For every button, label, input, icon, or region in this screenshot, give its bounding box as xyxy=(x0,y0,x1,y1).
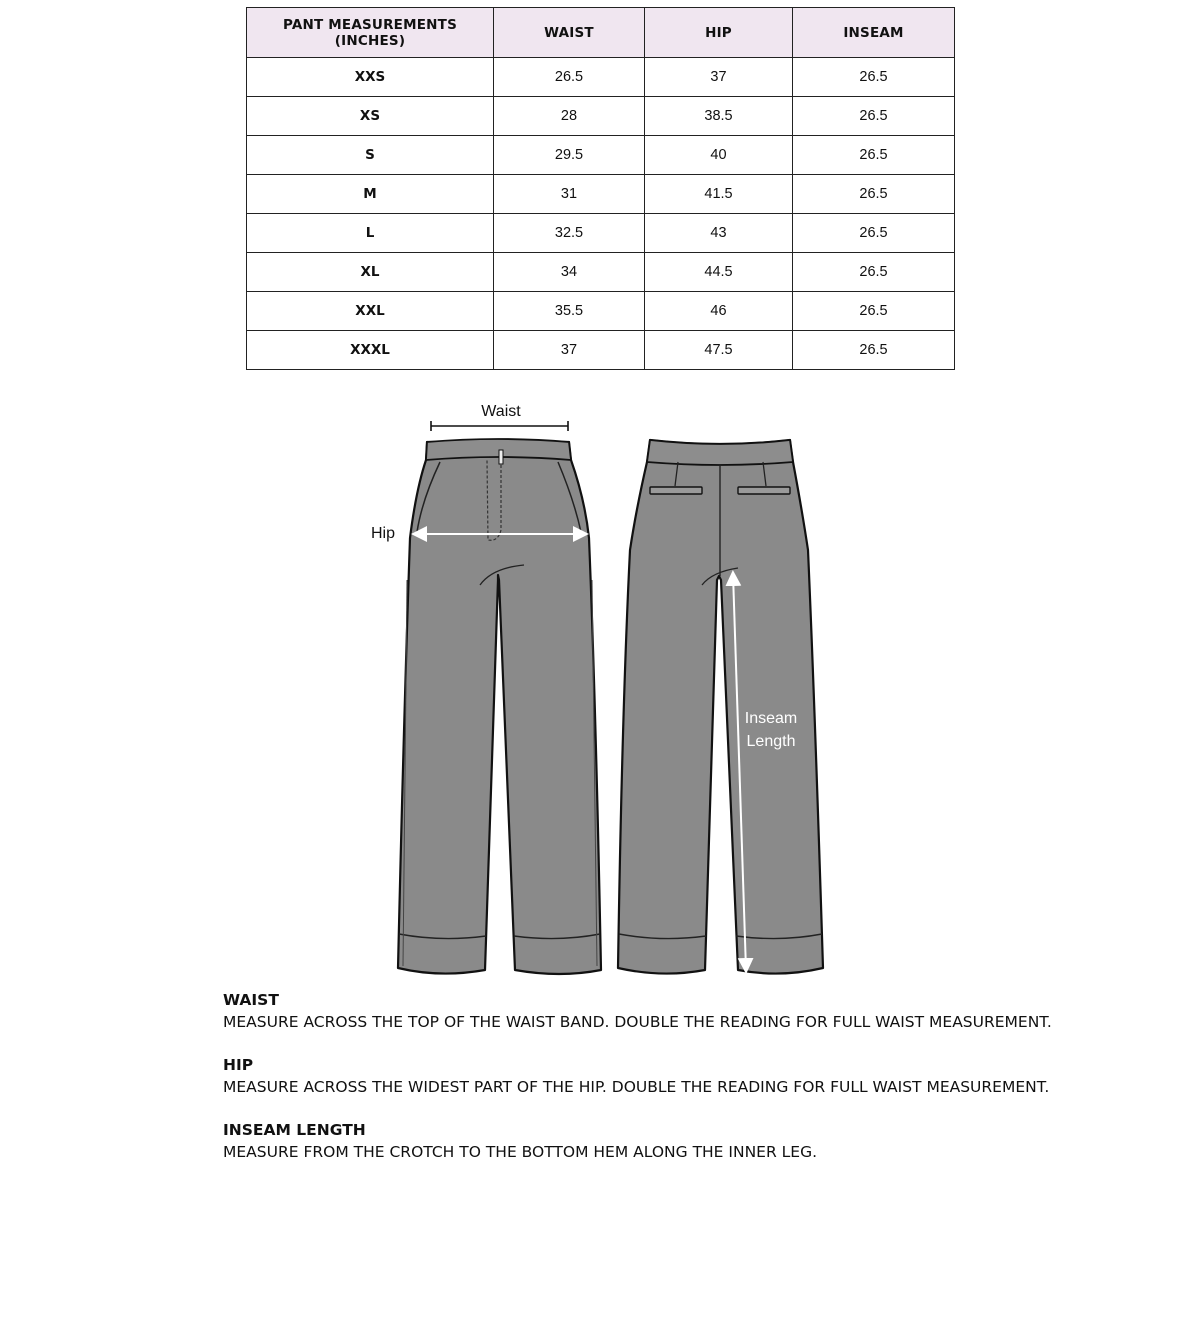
front-pants-illustration xyxy=(398,439,601,974)
hip-cell: 47.5 xyxy=(645,331,793,370)
inseam-cell: 26.5 xyxy=(793,253,955,292)
inseam-cell: 26.5 xyxy=(793,58,955,97)
waist-instruction xyxy=(223,990,1163,1033)
inseam-cell: 26.5 xyxy=(793,175,955,214)
table-row xyxy=(247,331,955,370)
waist-cell: 29.5 xyxy=(494,136,645,175)
header-inseam: INSEAM xyxy=(793,8,955,58)
inseam-cell: 26.5 xyxy=(793,97,955,136)
inseam-instruction xyxy=(223,1120,1163,1163)
table-row xyxy=(247,292,955,331)
inseam-cell: 26.5 xyxy=(793,292,955,331)
back-right-pocket xyxy=(738,487,790,494)
front-pants-body xyxy=(398,442,601,974)
size-cell: XL xyxy=(247,253,494,292)
size-cell: XXXL xyxy=(247,331,494,370)
instruction-title: HIP xyxy=(223,1056,254,1074)
table-row xyxy=(247,175,955,214)
size-cell: L xyxy=(247,214,494,253)
hip-cell: 40 xyxy=(645,136,793,175)
back-waistband xyxy=(647,440,793,465)
inseam-label-line2: Length xyxy=(746,733,796,750)
waist-cell: 34 xyxy=(494,253,645,292)
waist-cell: 32.5 xyxy=(494,214,645,253)
hip-cell: 37 xyxy=(645,58,793,97)
table-row xyxy=(247,253,955,292)
size-chart-table xyxy=(246,7,955,370)
hip-cell: 44.5 xyxy=(645,253,793,292)
table-row xyxy=(247,214,955,253)
size-cell: XXL xyxy=(247,292,494,331)
hip-cell: 38.5 xyxy=(645,97,793,136)
size-cell: XS xyxy=(247,97,494,136)
inseam-cell: 26.5 xyxy=(793,214,955,253)
table-row xyxy=(247,136,955,175)
waist-cell: 35.5 xyxy=(494,292,645,331)
instruction-text: MEASURE FROM THE CROTCH TO THE BOTTOM HEM ALONG THE INNER LEG. xyxy=(223,1143,818,1161)
table-row xyxy=(247,97,955,136)
size-cell: XXS xyxy=(247,58,494,97)
instruction-text: MEASURE ACROSS THE WIDEST PART OF THE HIP. DOUBLE THE READING FOR FULL WAIST MEASUREMENT. xyxy=(223,1078,1050,1096)
measurement-instructions xyxy=(223,990,1163,1185)
hip-instruction xyxy=(223,1055,1163,1098)
hip-cell: 46 xyxy=(645,292,793,331)
back-left-pocket xyxy=(650,487,702,494)
waist-cell: 28 xyxy=(494,97,645,136)
inseam-cell: 26.5 xyxy=(793,136,955,175)
waist-cell: 31 xyxy=(494,175,645,214)
waist-label: Waist xyxy=(481,403,521,420)
hip-label: Hip xyxy=(371,525,396,542)
header-hip: HIP xyxy=(645,8,793,58)
size-cell: S xyxy=(247,136,494,175)
inseam-cell: 26.5 xyxy=(793,331,955,370)
instruction-title: WAIST xyxy=(223,991,279,1009)
back-pants-illustration xyxy=(618,440,823,974)
pants-measurement-diagram xyxy=(360,380,840,1000)
header-pant-measurements: PANT MEASUREMENTS (INCHES) xyxy=(247,8,494,58)
hip-cell: 41.5 xyxy=(645,175,793,214)
waist-measurement-bar xyxy=(431,421,568,431)
waist-cell: 37 xyxy=(494,331,645,370)
inseam-label-line1: Inseam xyxy=(744,710,798,727)
size-cell: M xyxy=(247,175,494,214)
front-button xyxy=(499,450,503,464)
hip-cell: 43 xyxy=(645,214,793,253)
table-header-row xyxy=(247,8,955,58)
header-waist: WAIST xyxy=(494,8,645,58)
table-row xyxy=(247,58,955,97)
waist-cell: 26.5 xyxy=(494,58,645,97)
instruction-title: INSEAM LENGTH xyxy=(223,1121,366,1139)
instruction-text: MEASURE ACROSS THE TOP OF THE WAIST BAND. DOUBLE THE READING FOR FULL WAIST MEASUREMENT. xyxy=(223,1013,1052,1031)
